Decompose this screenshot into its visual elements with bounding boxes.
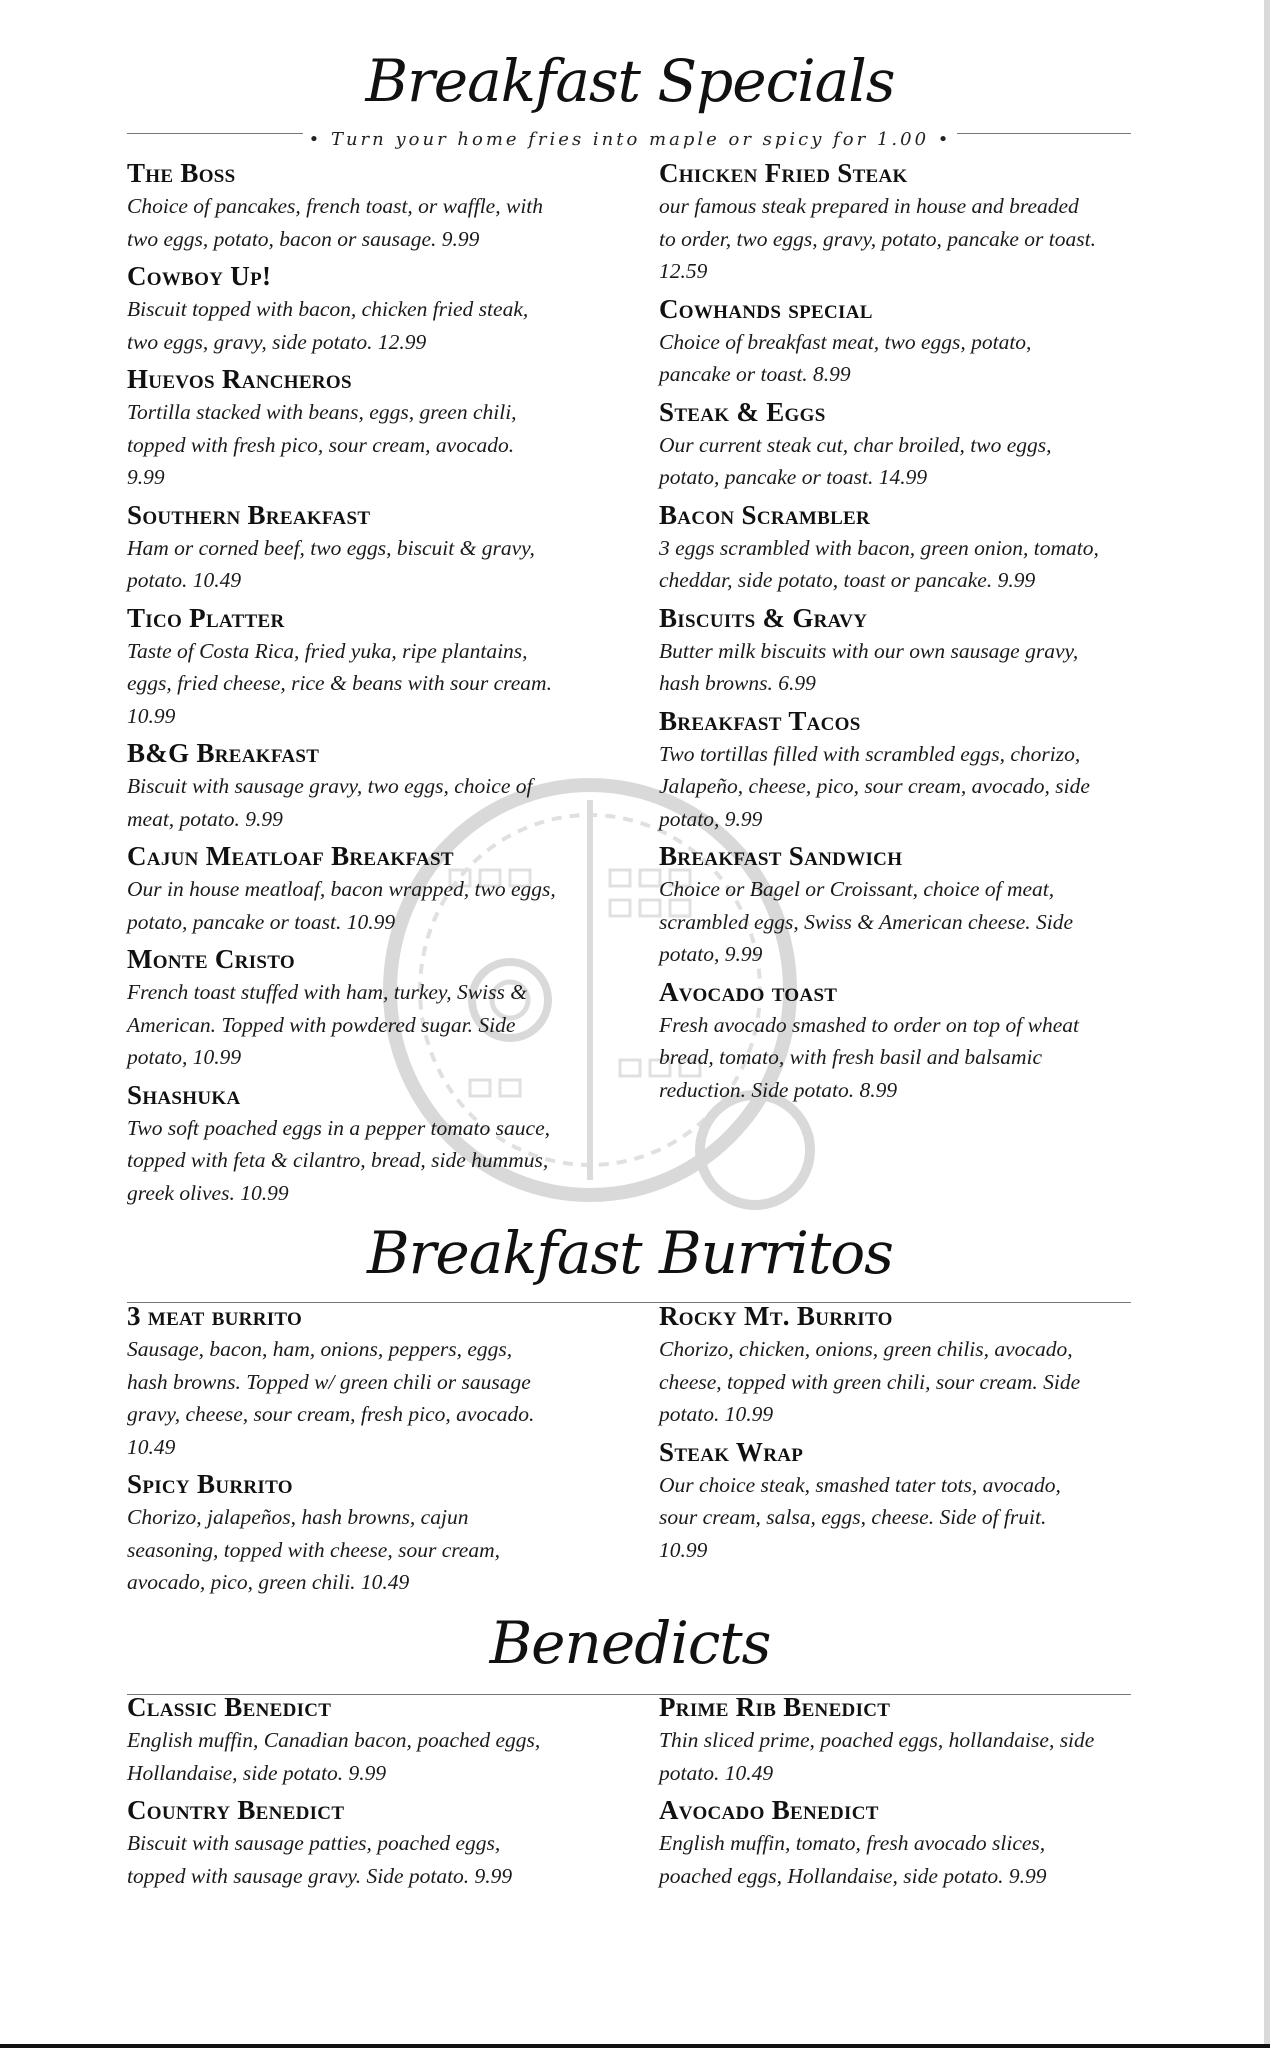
menu-item [659,156,1099,288]
menu-item-description: Chorizo, chicken, onions, green chilis, avocado, cheese, topped with green chili, sour cream. Side potato. 10.99 [659,1337,1081,1426]
menu-item-name: Cowhands special [659,293,873,324]
menu-item [127,942,557,1074]
menu-item-description: Sausage, bacon, ham, onions, peppers, eggs, hash browns. Topped w/ green chili or sausage gravy, cheese, sour cream, fresh pico, avocado. 10.49 [127,1337,535,1459]
menu-item-description: Choice of breakfast meat, two eggs, potato, pancake or toast. 8.99 [659,329,1032,386]
menu-item [127,736,557,835]
menu-item [127,362,557,494]
menu-item-description: Biscuit with sausage gravy, two eggs, choice of meat, potato. 9.99 [127,774,533,831]
menu-item-name: 3 meat burrito [127,1301,303,1331]
menu-item-description: Choice or Bagel or Croissant, choice of meat, scrambled eggs, Swiss & American cheese. Side potato, 9.99 [659,877,1074,966]
menu-item-description: Choice of pancakes, french toast, or waffle, with two eggs, potato, bacon or sausage. 9.99 [127,194,544,251]
menu-item [127,1078,557,1210]
menu-item-name: Chicken Fried Steak [659,158,908,188]
burritos-left-column [127,1299,557,1603]
breakfast-burritos-heading: Breakfast Burritos [367,1219,893,1287]
menu-item-name: Shashuka [127,1079,241,1110]
menu-item-description: Our current steak cut, char broiled, two eggs, potato, pancake or toast. 14.99 [659,432,1052,489]
menu-item-description: 3 eggs scrambled with bacon, green onion, tomato, cheddar, side potato, toast or pancake. 9.99 [659,535,1099,592]
menu-item [127,156,557,255]
breakfast-specials-heading: Breakfast Specials [365,47,895,115]
menu-item-name: Breakfast Tacos [659,705,861,736]
menu-item-description: Tortilla stacked with beans, eggs, green chili, topped with fresh pico, sour cream, avocado. 9.99 [127,400,517,489]
menu-item-name: Cajun Meatloaf Breakfast [127,841,454,871]
menu-item-name: Steak Wrap [659,1436,804,1467]
menu-item-name: Breakfast Sandwich [659,841,903,871]
menu-item-name: Spicy Burrito [127,1469,293,1499]
menu-item-description: Butter milk biscuits with our own sausage gravy, hash browns. 6.99 [659,638,1079,695]
menu-item-description: Taste of Costa Rica, fried yuka, ripe plantains, eggs, fried cheese, rice & beans with sour cream. 10.99 [127,638,552,728]
menu-item-description: Biscuit with sausage patties, poached eggs, topped with sausage gravy. Side potato. 9.99 [127,1831,513,1888]
menu-item-name: Country Benedict [127,1795,345,1825]
menu-item-name: Rocky Mt. Burrito [659,1301,893,1331]
menu-item [659,601,1099,700]
benedicts-right-column [659,1690,1099,1896]
menu-item [127,839,557,938]
home-fries-tagline: • Turn your home fries into maple or spicy for 1.00 • [0,131,1260,149]
menu-item [659,498,1099,597]
benedicts-heading: Benedicts [489,1609,771,1677]
menu-item-name: Tico Platter [127,602,285,633]
menu-item-name: Southern Breakfast [127,499,371,530]
menu-item [659,839,1099,971]
menu-item-description: Chorizo, jalapeños, hash browns, cajun seasoning, topped with cheese, sour cream, avocado, pico, green chili. 10.49 [127,1505,501,1594]
menu-item [127,1793,557,1892]
menu-item [659,395,1099,494]
menu-item-description: Our choice steak, smashed tater tots, avocado, sour cream, salsa, eggs, cheese. Side of fruit. 10.99 [659,1472,1061,1562]
menu-item-description: Two soft poached eggs in a pepper tomato sauce, topped with feta & cilantro, bread, side hummus, greek olives. 10.99 [127,1115,550,1205]
menu-item [659,292,1099,391]
menu-item [127,498,557,597]
menu-item [127,259,557,358]
menu-item-description: Two tortillas filled with scrambled eggs, chorizo, Jalapeño, cheese, pico, sour cream, avocado, side potato, 9.99 [659,741,1090,831]
menu-item [659,704,1099,836]
menu-item-name: Cowboy Up! [127,261,272,291]
menu-item-name: Classic Benedict [127,1692,332,1722]
menu-item-name: Huevos Rancheros [127,364,352,394]
menu-item-name: Biscuits & Gravy [659,602,868,633]
menu-item-description: our famous steak prepared in house and breaded to order, two eggs, gravy, potato, pancake or toast. 12.59 [659,194,1096,283]
menu-item [127,1467,557,1599]
menu-item [127,601,557,733]
menu-item [659,1435,1099,1567]
menu-item-description: French toast stuffed with ham, turkey, Swiss & American. Topped with powdered sugar. Side potato, 10.99 [127,980,527,1069]
menu-item-name: The Boss [127,158,236,188]
specials-left-column [127,156,557,1213]
menu-item-name: Prime Rib Benedict [659,1692,891,1722]
menu-item-name: Avocado Benedict [659,1795,879,1825]
menu-item-name: Steak & Eggs [659,396,826,427]
menu-item-name: Monte Cristo [127,944,295,974]
menu-item [127,1299,557,1463]
bottom-border [0,2044,1270,2048]
menu-item [659,1299,1099,1431]
menu-item-description: Thin sliced prime, poached eggs, hollandaise, side potato. 10.49 [659,1728,1095,1785]
menu-item-description: Our in house meatloaf, bacon wrapped, two eggs, potato, pancake or toast. 10.99 [127,877,556,934]
specials-right-column [659,156,1099,1110]
benedicts-left-column [127,1690,557,1896]
menu-item-description: English muffin, tomato, fresh avocado slices, poached eggs, Hollandaise, side potato. 9.99 [659,1831,1047,1888]
menu-item-name: Avocado toast [659,976,838,1007]
burritos-right-column [659,1299,1099,1570]
vertical-scrollbar[interactable] [1264,0,1270,2048]
menu-item-name: B&G Breakfast [127,738,320,768]
menu-item [659,1690,1099,1789]
menu-item-description: English muffin, Canadian bacon, poached eggs, Hollandaise, side potato. 9.99 [127,1728,541,1785]
menu-item [659,1793,1099,1892]
menu-item [659,975,1099,1107]
menu-item-description: Biscuit topped with bacon, chicken fried steak, two eggs, gravy, side potato. 12.99 [127,297,529,354]
menu-item [127,1690,557,1789]
menu-item-name: Bacon Scrambler [659,499,871,530]
menu-item-description: Ham or corned beef, two eggs, biscuit & gravy, potato. 10.49 [127,535,535,592]
menu-item-description: Fresh avocado smashed to order on top of wheat bread, tomato, with fresh basil and balsamic reduction. Side potato. 8.99 [659,1012,1080,1102]
